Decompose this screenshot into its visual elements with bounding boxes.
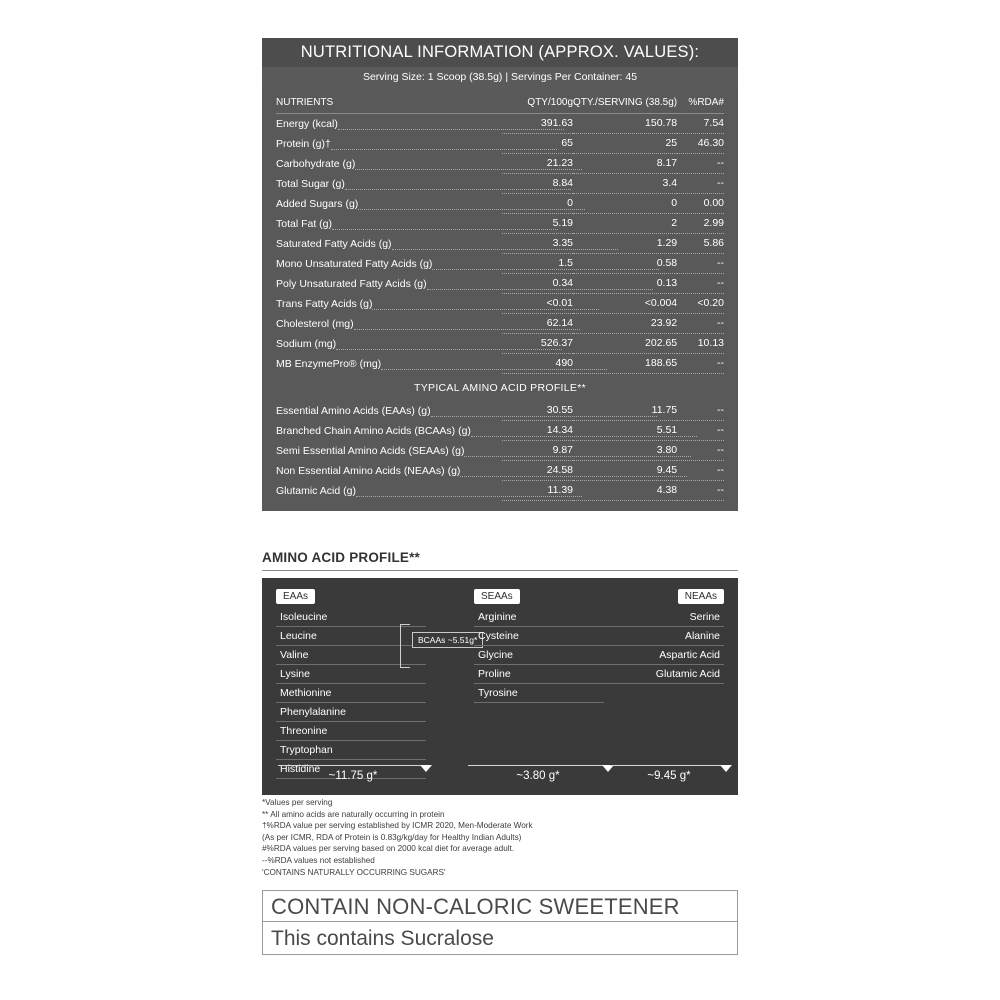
list-item: Lysine <box>276 665 426 684</box>
row-value-per100: 0 <box>502 194 573 214</box>
row-label: Trans Fatty Acids (g) <box>276 294 502 314</box>
list-item: Methionine <box>276 684 426 703</box>
list-item: Serine <box>592 608 724 627</box>
row-value-per100: 30.55 <box>502 401 573 421</box>
row-value-rda: 2.99 <box>677 214 724 234</box>
row-value-serving: <0.004 <box>573 294 677 314</box>
row-value-rda: -- <box>677 174 724 194</box>
row-value-per100: 21.23 <box>502 154 573 174</box>
row-value-per100: 9.87 <box>502 441 573 461</box>
amino-column-seaas <box>474 586 604 703</box>
table-row <box>276 334 724 354</box>
row-value-rda: -- <box>677 154 724 174</box>
row-value-rda: -- <box>677 401 724 421</box>
amino-tag-eaas: EAAs <box>276 589 315 604</box>
amino-column-neaas <box>592 586 724 684</box>
row-value-rda: -- <box>677 441 724 461</box>
row-value-per100: 1.5 <box>502 254 573 274</box>
row-value-rda: -- <box>677 314 724 334</box>
amino-total-eaas: ~11.75 g* <box>278 765 428 782</box>
row-value-rda: 5.86 <box>677 234 724 254</box>
list-item: Valine <box>276 646 426 665</box>
row-value-serving: 4.38 <box>573 481 677 501</box>
amino-acid-box <box>262 578 738 795</box>
row-value-serving: 5.51 <box>573 421 677 441</box>
row-value-rda: 10.13 <box>677 334 724 354</box>
footnote-line: (As per ICMR, RDA of Protein is 0.83g/kg/day for Healthy Indian Adults) <box>262 832 522 842</box>
sweetener-notice: CONTAIN NON-CALORIC SWEETENER <box>262 890 738 922</box>
list-item: Phenylalanine <box>276 703 426 722</box>
row-label: Essential Amino Acids (EAAs) (g) <box>276 401 502 421</box>
footnote-line: #%RDA values per serving based on 2000 kcal diet for average adult. <box>262 844 515 854</box>
row-value-rda: 7.54 <box>677 114 724 134</box>
row-label: Semi Essential Amino Acids (SEAAs) (g) <box>276 441 502 461</box>
row-value-per100: 0.34 <box>502 274 573 294</box>
row-value-serving: 0 <box>573 194 677 214</box>
row-label: Cholesterol (mg) <box>276 314 502 334</box>
list-item: Proline <box>474 665 604 684</box>
row-value-serving: 25 <box>573 134 677 154</box>
bcaa-bracket <box>400 624 410 668</box>
row-value-serving: 9.45 <box>573 461 677 481</box>
list-item: Tyrosine <box>474 684 604 703</box>
list-item: Isoleucine <box>276 608 426 627</box>
table-row <box>276 294 724 314</box>
serving-info: Serving Size: 1 Scoop (38.5g) | Servings Per Container: 45 <box>262 67 738 88</box>
panel-title: NUTRITIONAL INFORMATION (APPROX. VALUES): <box>262 38 738 67</box>
list-item: Glutamic Acid <box>592 665 724 684</box>
nutrition-table <box>276 94 724 501</box>
table-row <box>276 461 724 481</box>
table-row <box>276 134 724 154</box>
row-label: Added Sugars (g) <box>276 194 502 214</box>
row-value-serving: 150.78 <box>573 114 677 134</box>
row-label: Mono Unsaturated Fatty Acids (g) <box>276 254 502 274</box>
nutrition-table-container <box>262 88 738 511</box>
footnotes <box>262 797 738 878</box>
row-value-serving: 1.29 <box>573 234 677 254</box>
row-value-rda: 0.00 <box>677 194 724 214</box>
row-value-serving: 3.80 <box>573 441 677 461</box>
amino-total-neaas: ~9.45 g* <box>610 765 728 782</box>
row-value-per100: 5.19 <box>502 214 573 234</box>
amino-totals <box>262 765 738 787</box>
row-value-per100: 14.34 <box>502 421 573 441</box>
row-value-serving: 23.92 <box>573 314 677 334</box>
row-value-rda: -- <box>677 274 724 294</box>
row-label: Poly Unsaturated Fatty Acids (g) <box>276 274 502 294</box>
row-value-serving: 11.75 <box>573 401 677 421</box>
row-value-serving: 0.13 <box>573 274 677 294</box>
row-value-rda: 46.30 <box>677 134 724 154</box>
table-row <box>276 114 724 134</box>
table-row <box>276 441 724 461</box>
row-value-per100: 391.63 <box>502 114 573 134</box>
list-item: Glycine <box>474 646 604 665</box>
amino-total-seaas: ~3.80 g* <box>468 765 608 782</box>
row-value-per100: 490 <box>502 354 573 374</box>
table-row <box>276 401 724 421</box>
row-value-serving: 188.65 <box>573 354 677 374</box>
list-item: Histidine <box>276 760 426 779</box>
table-row <box>276 481 724 501</box>
row-value-rda: -- <box>677 421 724 441</box>
row-label: Total Sugar (g) <box>276 174 502 194</box>
row-value-per100: 3.35 <box>502 234 573 254</box>
col-header-rda: %RDA# <box>677 94 724 114</box>
amino-acid-profile-heading: AMINO ACID PROFILE** <box>262 550 421 565</box>
row-value-per100: 11.39 <box>502 481 573 501</box>
list-item: Tryptophan <box>276 741 426 760</box>
row-label: Protein (g)† <box>276 134 502 154</box>
row-value-rda: -- <box>677 254 724 274</box>
list-item: Aspartic Acid <box>592 646 724 665</box>
row-value-serving: 202.65 <box>573 334 677 354</box>
table-row <box>276 274 724 294</box>
footnote-line: ** All amino acids are naturally occurring in protein <box>262 809 445 819</box>
col-header-serving: QTY./SERVING (38.5g) <box>573 94 677 114</box>
bcaa-note <box>412 632 483 648</box>
table-row <box>276 354 724 374</box>
bcaa-label: BCAAs ~5.51g* <box>412 632 483 648</box>
list-item: Leucine <box>276 627 426 646</box>
footnote-line: †%RDA value per serving established by ICMR 2020, Men-Moderate Work <box>262 821 533 831</box>
table-row <box>276 174 724 194</box>
arrow-icon <box>720 765 732 772</box>
row-label: Branched Chain Amino Acids (BCAAs) (g) <box>276 421 502 441</box>
row-label: Non Essential Amino Acids (NEAAs) (g) <box>276 461 502 481</box>
amino-tag-neaas: NEAAs <box>678 589 724 604</box>
arrow-icon <box>420 765 432 772</box>
table-row <box>276 234 724 254</box>
row-label: Carbohydrate (g) <box>276 154 502 174</box>
row-value-rda: -- <box>677 354 724 374</box>
sucralose-notice: This contains Sucralose <box>262 922 738 955</box>
table-row <box>276 254 724 274</box>
col-header-per100: QTY/100g <box>502 94 573 114</box>
footnote-line: --%RDA values not established <box>262 855 375 865</box>
table-subheading: TYPICAL AMINO ACID PROFILE** <box>414 382 586 394</box>
table-row <box>276 194 724 214</box>
amino-column-eaas <box>276 586 426 779</box>
row-value-per100: 62.14 <box>502 314 573 334</box>
row-label: Total Fat (g) <box>276 214 502 234</box>
footnote-line: *Values per serving <box>262 798 333 807</box>
table-row <box>276 214 724 234</box>
row-label: Energy (kcal) <box>276 114 502 134</box>
row-value-per100: 8.84 <box>502 174 573 194</box>
row-label: Saturated Fatty Acids (g) <box>276 234 502 254</box>
row-value-rda: <0.20 <box>677 294 724 314</box>
row-value-per100: 24.58 <box>502 461 573 481</box>
row-value-per100: 526.37 <box>502 334 573 354</box>
row-value-serving: 8.17 <box>573 154 677 174</box>
row-label: MB EnzymePro® (mg) <box>276 354 502 374</box>
table-row <box>276 314 724 334</box>
list-item: Alanine <box>592 627 724 646</box>
row-value-serving: 2 <box>573 214 677 234</box>
list-item: Threonine <box>276 722 426 741</box>
row-value-serving: 0.58 <box>573 254 677 274</box>
row-value-rda: -- <box>677 481 724 501</box>
list-item: Cysteine <box>474 627 604 646</box>
divider <box>262 570 738 571</box>
row-value-rda: -- <box>677 461 724 481</box>
row-value-per100: 65 <box>502 134 573 154</box>
row-label: Glutamic Acid (g) <box>276 481 502 501</box>
row-value-serving: 3.4 <box>573 174 677 194</box>
col-header-nutrients: NUTRIENTS <box>276 94 502 114</box>
table-header-row <box>276 94 724 114</box>
row-label: Sodium (mg) <box>276 334 502 354</box>
table-row <box>276 154 724 174</box>
amino-tag-seaas: SEAAs <box>474 589 520 604</box>
row-value-per100: <0.01 <box>502 294 573 314</box>
table-row <box>276 421 724 441</box>
footnote-line: 'CONTAINS NATURALLY OCCURRING SUGARS' <box>262 867 446 877</box>
list-item: Arginine <box>474 608 604 627</box>
